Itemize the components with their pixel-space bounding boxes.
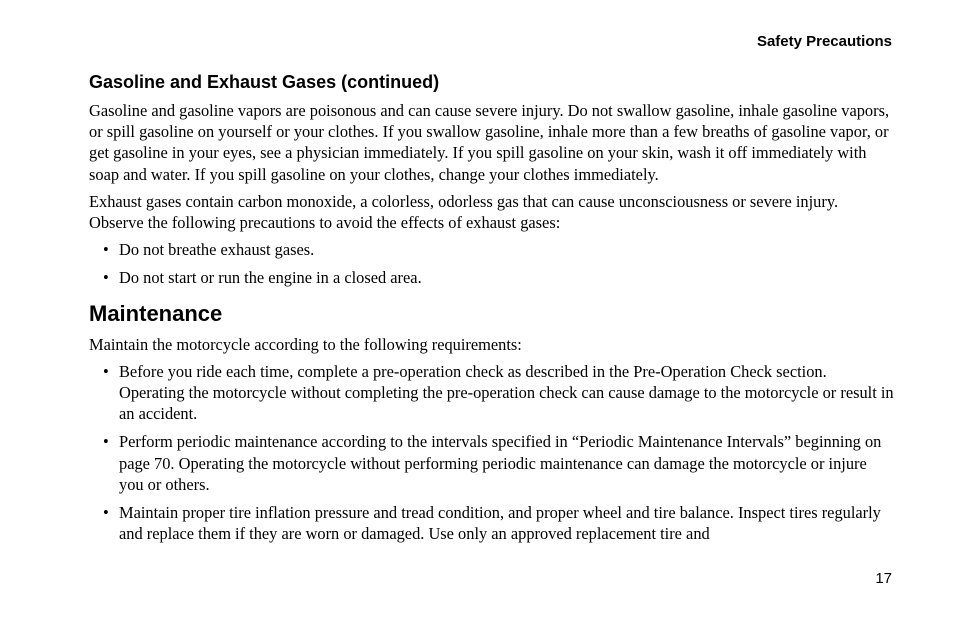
list-item-text: Maintain proper tire inflation pressure and tread condition, and proper wheel and tire balance. Inspect tires regularly and replace them if they are worn or damaged. Use only an approved replacement tire and — [119, 503, 881, 544]
list-item-text: Before you ride each time, complete a pre-operation check as described in the Pre-Operation Check section. Operating the motorcycle without completing the pre-operation check can cause damage to the motorcycle or result in an accident. — [119, 361, 894, 424]
list-item-text: Do not breathe exhaust gases. — [119, 240, 315, 260]
list-item — [89, 239, 894, 260]
running-header: Safety Precautions — [756, 33, 892, 50]
list-item — [89, 502, 894, 544]
paragraph-gasoline-warning: Gasoline and gasoline vapors are poisonous and can cause severe injury. Do not swallow gasoline, inhale gasoline vapors, or spill gasoline on yourself or your clothes. If you swallow gasoline, inhale more than a few breaths of gasoline vapor, or get gasoline in your eyes, see a physician immediately. If you spill gasoline on your skin, wash it off immediately with soap and water. If you spill gasoline on your clothes, change your clothes immediately. — [89, 101, 890, 184]
paragraph-maintenance-intro: Maintain the motorcycle according to the following requirements: — [89, 334, 522, 354]
section-heading-gasoline: Gasoline and Exhaust Gases (continued) — [89, 72, 440, 92]
maintenance-requirements-list — [89, 361, 894, 545]
bullet-glyph: • — [103, 240, 109, 260]
page-number: 17 — [875, 570, 892, 587]
list-item — [89, 361, 894, 425]
bullet-glyph: • — [103, 432, 109, 452]
bullet-glyph: • — [103, 268, 109, 288]
section-heading-maintenance: Maintenance — [89, 300, 223, 326]
exhaust-precautions-list — [89, 239, 894, 288]
bullet-glyph: • — [103, 503, 109, 523]
list-item — [89, 267, 894, 288]
bullet-glyph: • — [103, 361, 109, 381]
list-item — [89, 431, 894, 495]
list-item-text: Perform periodic maintenance according to the intervals specified in “Periodic Maintenance Intervals” beginning on page 70. Operating the motorcycle without performing periodic maintenance can damage the motorcycle or injure you or others. — [119, 432, 882, 494]
list-item-text: Do not start or run the engine in a closed area. — [119, 268, 422, 288]
page-content — [89, 71, 894, 551]
paragraph-exhaust-warning: Exhaust gases contain carbon monoxide, a colorless, odorless gas that can cause unconsciousness or severe injury. Observe the following precautions to avoid the effects of exhaust gases: — [89, 191, 839, 233]
